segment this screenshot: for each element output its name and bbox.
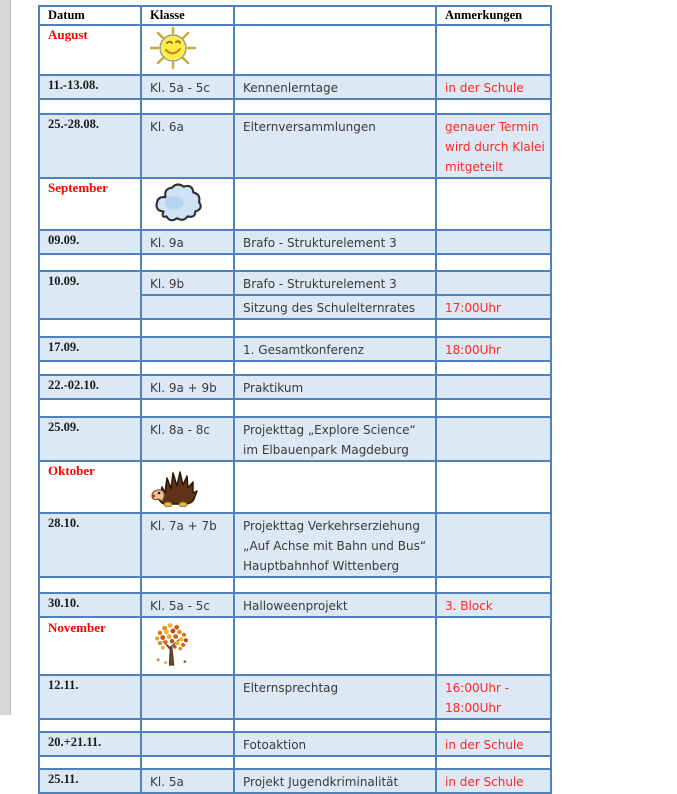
anmerkung-cell-text: 16:00Uhr - 18:00Uhr (445, 681, 510, 715)
autumn-tree-icon (150, 619, 194, 669)
event-cell (234, 114, 436, 178)
hedgehog-icon (150, 463, 200, 507)
klasse-cell-text: Kl. 8a - 8c (150, 423, 211, 437)
event-cell-text: Projekt Jugendkriminalität (243, 775, 399, 789)
event-cell (234, 513, 436, 577)
month-icon-cell (141, 25, 234, 75)
event-cell (234, 75, 436, 99)
event-cell (234, 295, 436, 319)
datum-cell-text: 10.09. (48, 274, 80, 288)
datum-cell (39, 230, 141, 254)
anmerkung-cell (436, 675, 551, 719)
klasse-cell (141, 375, 234, 399)
datum-cell-text: 25.-28.08. (48, 117, 100, 131)
datum-cell (39, 254, 141, 271)
klasse-cell (141, 577, 234, 593)
anmerkung-cell (436, 99, 551, 114)
datum-cell (39, 769, 141, 793)
event-cell (234, 461, 436, 513)
klasse-cell (141, 361, 234, 375)
datum-cell-text: 30.10. (48, 596, 80, 610)
datum-cell (39, 577, 141, 593)
event-cell-text: 1. Gesamtkonferenz (243, 343, 364, 357)
event-cell (234, 271, 436, 295)
event-cell (234, 675, 436, 719)
klasse-cell-text: Kl. 5a - 5c (150, 599, 211, 613)
event-cell (234, 399, 436, 417)
header-cell-datum-text: Datum (48, 8, 85, 22)
anmerkung-cell-text: in der Schule (445, 738, 524, 752)
klasse-cell (141, 75, 234, 99)
datum-cell-text: 12.11. (48, 678, 79, 692)
datum-cell (39, 337, 141, 361)
event-cell-text: Elternversammlungen (243, 120, 376, 134)
datum-cell-text: 17.09. (48, 340, 80, 354)
anmerkung-cell (436, 769, 551, 793)
datum-cell-text: 11.-13.08. (48, 78, 99, 92)
anmerkung-cell (436, 295, 551, 319)
cloud-icon (150, 180, 204, 224)
header-cell-klasse-text: Klasse (150, 8, 185, 22)
table-row (39, 230, 551, 254)
klasse-cell-text: Kl. 9b (150, 277, 185, 291)
datum-cell (39, 114, 141, 178)
klasse-cell (141, 756, 234, 769)
anmerkung-cell (436, 593, 551, 617)
datum-cell (39, 719, 141, 732)
klasse-cell (141, 593, 234, 617)
table-row (39, 254, 551, 271)
anmerkung-cell-text: in der Schule (445, 81, 524, 95)
event-cell (234, 25, 436, 75)
klasse-cell-text: Kl. 6a (150, 120, 184, 134)
klasse-cell-text: Kl. 5a - 5c (150, 81, 211, 95)
table-row (39, 577, 551, 593)
klasse-cell (141, 254, 234, 271)
table-row (39, 271, 551, 295)
table-row (39, 417, 551, 461)
datum-cell (39, 756, 141, 769)
event-cell (234, 756, 436, 769)
anmerkung-cell (436, 417, 551, 461)
klasse-cell (141, 319, 234, 337)
datum-cell (39, 732, 141, 756)
datum-cell (39, 675, 141, 719)
month-cell (39, 617, 141, 675)
datum-cell (39, 271, 141, 319)
klasse-cell (141, 99, 234, 114)
sun-icon (150, 27, 196, 69)
anmerkung-cell (436, 254, 551, 271)
month-icon-cell (141, 617, 234, 675)
datum-cell (39, 593, 141, 617)
anmerkung-cell (436, 399, 551, 417)
anmerkung-cell (436, 617, 551, 675)
event-cell (234, 99, 436, 114)
table-row (39, 361, 551, 375)
klasse-cell (141, 513, 234, 577)
klasse-cell-text: Kl. 5a (150, 775, 184, 789)
event-cell-text: Projekttag „Explore Science“ im Elbauenpark Magdeburg (243, 423, 416, 457)
table-row (39, 461, 551, 513)
event-cell (234, 337, 436, 361)
anmerkung-cell (436, 577, 551, 593)
month-cell-text: September (48, 180, 108, 195)
table-row (39, 178, 551, 230)
month-cell-text: November (48, 620, 106, 635)
table-row (39, 769, 551, 793)
table-row (39, 6, 551, 25)
event-cell (234, 719, 436, 732)
anmerkung-cell-text: 18:00Uhr (445, 343, 501, 357)
header-cell-klasse (141, 6, 234, 25)
anmerkung-cell (436, 461, 551, 513)
month-cell (39, 25, 141, 75)
anmerkung-cell (436, 25, 551, 75)
anmerkung-cell (436, 732, 551, 756)
table-row (39, 114, 551, 178)
event-cell (234, 230, 436, 254)
anmerkung-cell-text: 17:00Uhr (445, 301, 501, 315)
header-cell-datum (39, 6, 141, 25)
table-row (39, 99, 551, 114)
klasse-cell (141, 230, 234, 254)
datum-cell (39, 99, 141, 114)
klasse-cell (141, 417, 234, 461)
datum-cell (39, 361, 141, 375)
table-row (39, 375, 551, 399)
anmerkung-cell (436, 319, 551, 337)
event-cell (234, 254, 436, 271)
klasse-cell (141, 732, 234, 756)
datum-cell-text: 20.+21.11. (48, 735, 102, 749)
event-cell-text: Brafo - Strukturelement 3 (243, 277, 397, 291)
event-cell (234, 319, 436, 337)
anmerkung-cell-text: genauer Termin wird durch Klalei mitgeteilt (445, 120, 545, 174)
datum-cell (39, 417, 141, 461)
anmerkung-cell (436, 375, 551, 399)
datum-cell-text: 22.-02.10. (48, 378, 100, 392)
datum-cell (39, 399, 141, 417)
month-icon-cell (141, 461, 234, 513)
klasse-cell (141, 114, 234, 178)
header-cell-anmerkungen-text: Anmerkungen (445, 8, 523, 22)
anmerkung-cell-text: 3. Block (445, 599, 493, 613)
anmerkung-cell (436, 361, 551, 375)
datum-cell (39, 375, 141, 399)
event-cell (234, 577, 436, 593)
klasse-cell (141, 337, 234, 361)
document-page (38, 5, 552, 794)
table-row (39, 25, 551, 75)
event-cell-text: Praktikum (243, 381, 304, 395)
table-row (39, 617, 551, 675)
datum-cell-text: 09.09. (48, 233, 80, 247)
event-cell (234, 769, 436, 793)
event-cell-text: Halloweenprojekt (243, 599, 348, 613)
anmerkung-cell (436, 271, 551, 295)
datum-cell (39, 319, 141, 337)
table-row (39, 756, 551, 769)
datum-cell-text: 25.11. (48, 772, 79, 786)
schedule-table-body (39, 6, 551, 793)
table-row (39, 675, 551, 719)
month-icon-cell (141, 178, 234, 230)
event-cell (234, 375, 436, 399)
month-cell-text: Oktober (48, 463, 95, 478)
klasse-cell (141, 675, 234, 719)
page-margin-strip (0, 0, 11, 715)
klasse-cell (141, 271, 234, 295)
anmerkung-cell (436, 178, 551, 230)
event-cell-text: Brafo - Strukturelement 3 (243, 236, 397, 250)
event-cell (234, 617, 436, 675)
datum-cell (39, 513, 141, 577)
header-cell-anmerkungen (436, 6, 551, 25)
anmerkung-cell (436, 75, 551, 99)
table-row (39, 513, 551, 577)
event-cell-text: Sitzung des Schulelternrates (243, 301, 416, 315)
klasse-cell (141, 719, 234, 732)
event-cell (234, 361, 436, 375)
month-cell (39, 461, 141, 513)
event-cell (234, 593, 436, 617)
table-row (39, 732, 551, 756)
anmerkung-cell (436, 719, 551, 732)
event-cell-text: Projekttag Verkehrserziehung „Auf Achse mit Bahn und Bus“ Hauptbahnhof Wittenberg (243, 519, 427, 573)
anmerkung-cell (436, 230, 551, 254)
event-cell (234, 732, 436, 756)
klasse-cell (141, 769, 234, 793)
header-cell-event (234, 6, 436, 25)
klasse-cell-text: Kl. 9a (150, 236, 184, 250)
anmerkung-cell (436, 513, 551, 577)
anmerkung-cell (436, 337, 551, 361)
schedule-table (38, 5, 552, 794)
event-cell (234, 417, 436, 461)
klasse-cell-text: Kl. 7a + 7b (150, 519, 217, 533)
datum-cell-text: 28.10. (48, 516, 80, 530)
klasse-cell (141, 399, 234, 417)
table-row (39, 337, 551, 361)
klasse-cell (141, 295, 234, 319)
datum-cell-text: 25.09. (48, 420, 80, 434)
event-cell-text: Kennenlerntage (243, 81, 338, 95)
event-cell (234, 178, 436, 230)
anmerkung-cell-text: in der Schule (445, 775, 524, 789)
table-row (39, 75, 551, 99)
table-row (39, 593, 551, 617)
table-row (39, 399, 551, 417)
month-cell-text: August (48, 27, 88, 42)
event-cell-text: Fotoaktion (243, 738, 307, 752)
table-row (39, 719, 551, 732)
event-cell-text: Elternsprechtag (243, 681, 339, 695)
datum-cell (39, 75, 141, 99)
klasse-cell-text: Kl. 9a + 9b (150, 381, 217, 395)
anmerkung-cell (436, 114, 551, 178)
table-row (39, 319, 551, 337)
anmerkung-cell (436, 756, 551, 769)
month-cell (39, 178, 141, 230)
